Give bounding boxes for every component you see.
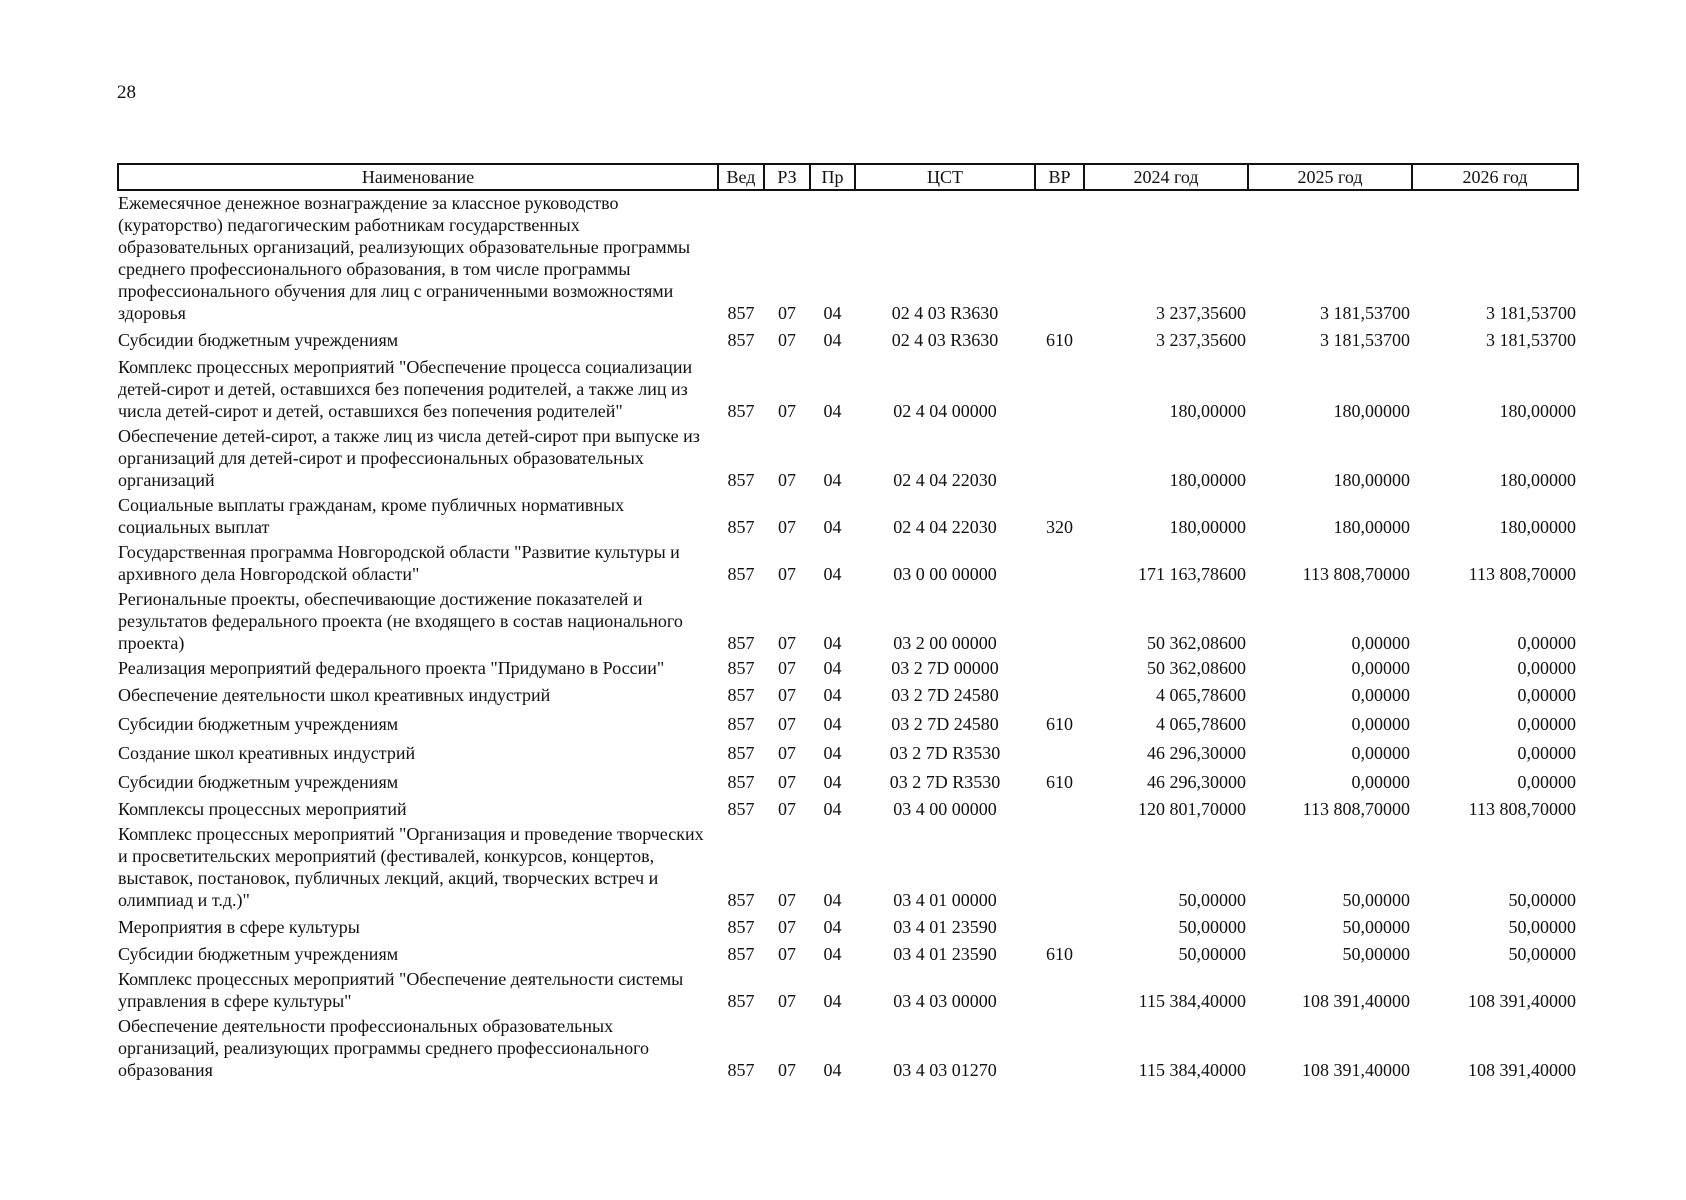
table-row — [118, 822, 1578, 913]
cell-ved: 857 — [727, 1060, 755, 1080]
cell-cst: 03 0 00 00000 — [893, 564, 997, 584]
cell-name: Субсидии бюджетным учреждениям — [118, 944, 399, 964]
cell-2024: 46 296,30000 — [1147, 772, 1246, 792]
cell-2026: 50,00000 — [1508, 944, 1576, 964]
cell-ved: 857 — [727, 685, 755, 705]
cell-name: Региональные проекты, обеспечивающие достижение показателей и результатов федерального проекта (не входящего в состав национального проекта) — [118, 589, 683, 653]
cell-2024: 50,00000 — [1178, 890, 1246, 910]
cell-2025: 0,00000 — [1351, 772, 1410, 792]
header-2024: 2024 год — [1084, 164, 1248, 190]
cell-rz: 07 — [778, 1060, 796, 1080]
cell-cst: 02 4 03 R3630 — [891, 330, 999, 350]
cell-name: Субсидии бюджетным учреждениям — [118, 714, 399, 734]
cell-vr — [1035, 681, 1084, 710]
cell-ved: 857 — [727, 743, 755, 763]
table-header-row — [118, 164, 1578, 190]
cell-vr — [1035, 739, 1084, 768]
cell-name: Обеспечение деятельности школ креативных индустрий — [118, 685, 551, 705]
cell-2024: 50 362,08600 — [1147, 633, 1246, 653]
cell-pr: 04 — [823, 564, 842, 584]
cell-vr: 610 — [1046, 772, 1073, 792]
cell-rz: 07 — [778, 685, 796, 705]
cell-cst: 03 2 7D 00000 — [891, 658, 999, 678]
cell-name: Государственная программа Новгородской области "Развитие культуры и архивного дела Новгородской области" — [118, 542, 680, 584]
cell-2025: 50,00000 — [1342, 944, 1410, 964]
cell-2025: 113 808,70000 — [1302, 799, 1410, 819]
cell-2024: 171 163,78600 — [1138, 564, 1246, 584]
cell-pr: 04 — [823, 890, 842, 910]
cell-pr: 04 — [823, 714, 842, 734]
cell-2025: 180,00000 — [1333, 401, 1410, 421]
cell-2025: 0,00000 — [1351, 658, 1410, 678]
cell-pr: 04 — [823, 944, 842, 964]
cell-ved: 857 — [727, 517, 755, 537]
cell-2025: 113 808,70000 — [1302, 564, 1410, 584]
cell-cst: 03 2 7D R3530 — [889, 772, 1001, 792]
cell-2026: 3 181,53700 — [1486, 303, 1576, 323]
cell-2024: 46 296,30000 — [1147, 743, 1246, 763]
cell-ved: 857 — [727, 564, 755, 584]
table-row — [118, 967, 1578, 1014]
cell-2024: 120 801,70000 — [1138, 799, 1246, 819]
header-vr: ВР — [1035, 164, 1084, 190]
table-row — [118, 326, 1578, 355]
cell-name: Реализация мероприятий федерального проекта "Придумано в России" — [118, 658, 665, 678]
cell-pr: 04 — [823, 330, 842, 350]
cell-ved: 857 — [727, 714, 755, 734]
cell-2024: 50,00000 — [1178, 944, 1246, 964]
cell-name: Мероприятия в сфере культуры — [118, 917, 360, 937]
table-row — [118, 768, 1578, 797]
header-2025: 2025 год — [1248, 164, 1412, 190]
cell-name: Субсидии бюджетным учреждениям — [118, 772, 399, 792]
cell-pr: 04 — [823, 772, 842, 792]
cell-2024: 180,00000 — [1169, 401, 1246, 421]
cell-pr: 04 — [823, 401, 842, 421]
cell-vr: 320 — [1046, 517, 1073, 537]
cell-cst: 03 4 00 00000 — [893, 799, 997, 819]
cell-pr: 04 — [823, 658, 842, 678]
table-row — [118, 942, 1578, 967]
table-row — [118, 540, 1578, 587]
cell-2024: 4 065,78600 — [1156, 685, 1246, 705]
header-rz: РЗ — [764, 164, 810, 190]
header-cst: ЦСТ — [855, 164, 1035, 190]
cell-2026: 0,00000 — [1517, 658, 1576, 678]
cell-2026: 180,00000 — [1499, 517, 1576, 537]
table-row — [118, 913, 1578, 942]
cell-pr: 04 — [823, 799, 842, 819]
cell-vr — [1035, 1014, 1084, 1083]
cell-vr: 610 — [1046, 944, 1073, 964]
cell-2024: 115 384,40000 — [1138, 1060, 1246, 1080]
cell-vr — [1035, 540, 1084, 587]
cell-2025: 0,00000 — [1351, 743, 1410, 763]
table-row — [118, 587, 1578, 656]
cell-2026: 50,00000 — [1508, 917, 1576, 937]
cell-rz: 07 — [778, 470, 796, 490]
cell-name: Комплекс процессных мероприятий "Организация и проведение творческих и просветительских мероприятий (фестивалей, конкурсов, концертов, выставок, постановок, публичных лекций, акций, творческих встреч и олимпиад и т.д.)" — [118, 824, 704, 910]
cell-vr: 610 — [1046, 714, 1073, 734]
cell-rz: 07 — [778, 401, 796, 421]
cell-cst: 02 4 04 22030 — [893, 470, 997, 490]
cell-pr: 04 — [823, 470, 842, 490]
cell-rz: 07 — [778, 944, 796, 964]
cell-rz: 07 — [778, 991, 796, 1011]
cell-cst: 03 4 01 23590 — [893, 917, 997, 937]
table-row — [118, 190, 1578, 326]
cell-pr: 04 — [823, 1060, 842, 1080]
cell-2025: 3 181,53700 — [1320, 330, 1410, 350]
cell-rz: 07 — [778, 564, 796, 584]
cell-name: Создание школ креативных индустрий — [118, 743, 416, 763]
cell-2025: 0,00000 — [1351, 633, 1410, 653]
table-row — [118, 1014, 1578, 1083]
cell-pr: 04 — [823, 685, 842, 705]
cell-ved: 857 — [727, 890, 755, 910]
cell-rz: 07 — [778, 330, 796, 350]
cell-ved: 857 — [727, 917, 755, 937]
cell-pr: 04 — [823, 917, 842, 937]
cell-2025: 50,00000 — [1342, 890, 1410, 910]
cell-ved: 857 — [727, 633, 755, 653]
cell-cst: 03 2 7D 24580 — [891, 714, 999, 734]
cell-ved: 857 — [727, 944, 755, 964]
cell-cst: 03 2 7D 24580 — [891, 685, 999, 705]
cell-ved: 857 — [727, 799, 755, 819]
cell-2024: 3 237,35600 — [1156, 330, 1246, 350]
cell-vr — [1035, 797, 1084, 822]
cell-ved: 857 — [727, 401, 755, 421]
page-number: 28 — [117, 82, 136, 103]
cell-rz: 07 — [778, 772, 796, 792]
cell-2026: 113 808,70000 — [1468, 799, 1576, 819]
cell-vr — [1035, 424, 1084, 493]
cell-rz: 07 — [778, 917, 796, 937]
cell-pr: 04 — [823, 743, 842, 763]
cell-name: Социальные выплаты гражданам, кроме публичных нормативных социальных выплат — [118, 495, 625, 537]
cell-2026: 0,00000 — [1517, 714, 1576, 734]
cell-2026: 180,00000 — [1499, 470, 1576, 490]
table-row — [118, 739, 1578, 768]
cell-vr — [1035, 355, 1084, 424]
cell-rz: 07 — [778, 658, 796, 678]
cell-2025: 50,00000 — [1342, 917, 1410, 937]
cell-2026: 0,00000 — [1517, 685, 1576, 705]
cell-vr — [1035, 822, 1084, 913]
cell-cst: 02 4 04 22030 — [893, 517, 997, 537]
cell-2026: 50,00000 — [1508, 890, 1576, 910]
cell-2025: 0,00000 — [1351, 685, 1410, 705]
cell-2026: 113 808,70000 — [1468, 564, 1576, 584]
cell-pr: 04 — [823, 991, 842, 1011]
cell-cst: 03 2 00 00000 — [893, 633, 997, 653]
cell-cst: 02 4 03 R3630 — [891, 303, 999, 323]
header-pr: Пр — [810, 164, 855, 190]
cell-vr — [1035, 656, 1084, 681]
cell-vr — [1035, 913, 1084, 942]
cell-2026: 0,00000 — [1517, 772, 1576, 792]
table-row — [118, 681, 1578, 710]
table-row — [118, 797, 1578, 822]
cell-2024: 3 237,35600 — [1156, 303, 1246, 323]
cell-rz: 07 — [778, 799, 796, 819]
cell-ved: 857 — [727, 330, 755, 350]
cell-2025: 0,00000 — [1351, 714, 1410, 734]
cell-ved: 857 — [727, 658, 755, 678]
cell-pr: 04 — [823, 517, 842, 537]
cell-ved: 857 — [727, 772, 755, 792]
cell-cst: 03 4 03 01270 — [893, 1060, 997, 1080]
cell-rz: 07 — [778, 890, 796, 910]
cell-2024: 115 384,40000 — [1138, 991, 1246, 1011]
cell-2026: 0,00000 — [1517, 743, 1576, 763]
header-name: Наименование — [118, 164, 718, 190]
cell-rz: 07 — [778, 714, 796, 734]
cell-cst: 03 2 7D R3530 — [889, 743, 1001, 763]
cell-2025: 108 391,40000 — [1302, 991, 1410, 1011]
cell-name: Обеспечение детей-сирот, а также лиц из числа детей-сирот при выпуске из организаций для детей-сирот и профессиональных образовательных организаций — [118, 426, 700, 490]
cell-pr: 04 — [823, 633, 842, 653]
cell-name: Комплексы процессных мероприятий — [118, 799, 407, 819]
cell-rz: 07 — [778, 303, 796, 323]
cell-vr — [1035, 587, 1084, 656]
cell-name: Субсидии бюджетным учреждениям — [118, 330, 399, 350]
cell-name: Ежемесячное денежное вознаграждение за классное руководство (кураторство) педагогическим работникам государственных образовательных организаций, реализующих образовательные программы среднего профессионального образования, в том числе программы профессионального обучения для лиц с ограниченными возможностями здоровья — [118, 193, 691, 323]
cell-ved: 857 — [727, 303, 755, 323]
cell-2026: 108 391,40000 — [1468, 1060, 1576, 1080]
table-row — [118, 424, 1578, 493]
cell-2026: 3 181,53700 — [1486, 330, 1576, 350]
cell-2025: 3 181,53700 — [1320, 303, 1410, 323]
cell-2024: 180,00000 — [1169, 470, 1246, 490]
cell-ved: 857 — [727, 991, 755, 1011]
header-ved: Вед — [718, 164, 764, 190]
cell-cst: 03 4 03 00000 — [893, 991, 997, 1011]
table-row — [118, 493, 1578, 540]
cell-ved: 857 — [727, 470, 755, 490]
cell-vr — [1035, 190, 1084, 326]
cell-name: Комплекс процессных мероприятий "Обеспечение деятельности системы управления в сфере культуры" — [118, 969, 684, 1011]
cell-2024: 4 065,78600 — [1156, 714, 1246, 734]
cell-rz: 07 — [778, 633, 796, 653]
cell-cst: 03 4 01 00000 — [893, 890, 997, 910]
cell-2026: 108 391,40000 — [1468, 991, 1576, 1011]
table-body — [118, 190, 1578, 1083]
cell-rz: 07 — [778, 743, 796, 763]
cell-pr: 04 — [823, 303, 842, 323]
cell-cst: 02 4 04 00000 — [893, 401, 997, 421]
cell-cst: 03 4 01 23590 — [893, 944, 997, 964]
cell-2026: 0,00000 — [1517, 633, 1576, 653]
cell-2024: 50,00000 — [1178, 917, 1246, 937]
cell-rz: 07 — [778, 517, 796, 537]
budget-table — [117, 163, 1579, 1083]
header-2026: 2026 год — [1412, 164, 1578, 190]
cell-2025: 180,00000 — [1333, 517, 1410, 537]
cell-2025: 180,00000 — [1333, 470, 1410, 490]
cell-vr — [1035, 967, 1084, 1014]
table-row — [118, 710, 1578, 739]
table-row — [118, 355, 1578, 424]
cell-name: Обеспечение деятельности профессиональных образовательных организаций, реализующих программы среднего профессионального образования — [118, 1016, 649, 1080]
cell-2024: 50 362,08600 — [1147, 658, 1246, 678]
cell-2025: 108 391,40000 — [1302, 1060, 1410, 1080]
cell-2026: 180,00000 — [1499, 401, 1576, 421]
cell-2024: 180,00000 — [1169, 517, 1246, 537]
table-row — [118, 656, 1578, 681]
cell-vr: 610 — [1046, 330, 1073, 350]
cell-name: Комплекс процессных мероприятий "Обеспечение процесса социализации детей-сирот и детей, оставшихся без попечения родителей, а также лиц из числа детей-сирот и детей, оставшихся без попечения родителей" — [118, 357, 693, 421]
